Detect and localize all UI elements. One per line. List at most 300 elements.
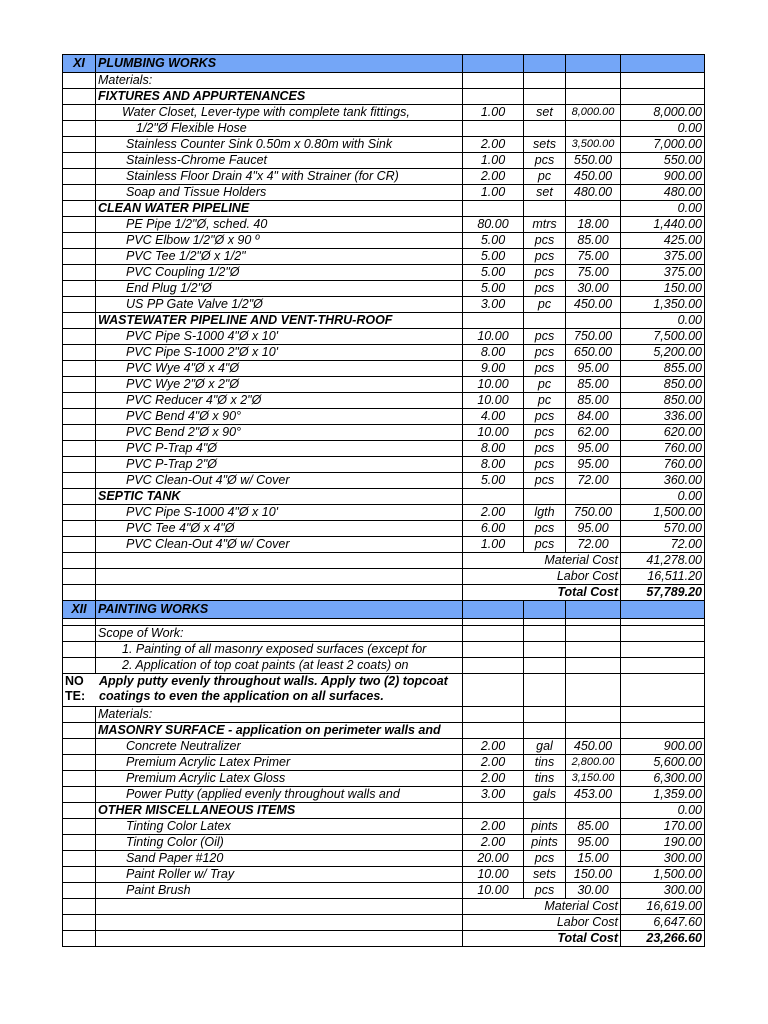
table-row <box>63 739 705 755</box>
table-row <box>63 787 705 803</box>
empty-cell <box>524 707 566 723</box>
summary-label: Material Cost <box>463 899 621 915</box>
summary-value: 16,619.00 <box>621 899 705 915</box>
item-unit-cost: 85.00 <box>566 377 621 393</box>
empty-cell <box>63 345 96 361</box>
group-amount: 0.00 <box>621 201 705 217</box>
table-row <box>63 771 705 787</box>
empty-cell <box>63 787 96 803</box>
item-quantity: 6.00 <box>463 521 524 537</box>
item-unit-cost: 30.00 <box>566 281 621 297</box>
group-amount <box>621 723 705 739</box>
group-amount: 0.00 <box>621 803 705 819</box>
item-unit: pcs <box>524 537 566 553</box>
item-quantity: 2.00 <box>463 739 524 755</box>
item-unit: sets <box>524 137 566 153</box>
item-unit-cost: 453.00 <box>566 787 621 803</box>
empty-cell <box>63 585 96 601</box>
item-amount: 425.00 <box>621 233 705 249</box>
item-quantity: 2.00 <box>463 755 524 771</box>
empty-cell <box>463 313 524 329</box>
note-cell <box>63 674 463 707</box>
empty-cell <box>621 55 705 73</box>
empty-cell <box>63 619 96 626</box>
empty-cell <box>566 674 621 707</box>
item-unit-cost: 85.00 <box>566 393 621 409</box>
item-amount: 7,500.00 <box>621 329 705 345</box>
item-amount: 480.00 <box>621 185 705 201</box>
table-row <box>63 281 705 297</box>
item-description: PVC Bend 2"Ø x 90° <box>96 425 463 441</box>
empty-cell <box>96 619 463 626</box>
scope-item: 1. Painting of all masonry exposed surfaces (except for <box>96 642 463 658</box>
item-amount: 72.00 <box>621 537 705 553</box>
item-amount: 1,359.00 <box>621 787 705 803</box>
item-description: PVC P-Trap 4"Ø <box>96 441 463 457</box>
group-heading-row <box>63 723 705 739</box>
item-unit: pc <box>524 297 566 313</box>
item-description: US PP Gate Valve 1/2"Ø <box>96 297 463 313</box>
item-unit-cost: 3,150.00 <box>566 771 621 787</box>
empty-cell <box>63 201 96 217</box>
item-quantity: 5.00 <box>463 233 524 249</box>
item-unit: pcs <box>524 851 566 867</box>
empty-cell <box>63 915 96 931</box>
item-quantity: 2.00 <box>463 819 524 835</box>
empty-cell <box>63 409 96 425</box>
item-quantity: 20.00 <box>463 851 524 867</box>
summary-value: 16,511.20 <box>621 569 705 585</box>
empty-cell <box>63 249 96 265</box>
item-amount: 360.00 <box>621 473 705 489</box>
item-quantity: 2.00 <box>463 835 524 851</box>
scope-item: 2. Application of top coat paints (at least 2 coats) on <box>96 658 463 674</box>
item-unit: pcs <box>524 249 566 265</box>
empty-cell <box>63 281 96 297</box>
item-description: PVC Clean-Out 4"Ø w/ Cover <box>96 473 463 489</box>
item-amount: 1,350.00 <box>621 297 705 313</box>
table-row <box>63 819 705 835</box>
item-unit <box>524 121 566 137</box>
empty-cell <box>63 393 96 409</box>
item-description: Stainless-Chrome Faucet <box>96 153 463 169</box>
summary-row <box>63 585 705 601</box>
item-unit-cost: 450.00 <box>566 297 621 313</box>
item-quantity: 2.00 <box>463 505 524 521</box>
item-amount: 550.00 <box>621 153 705 169</box>
item-unit-cost: 450.00 <box>566 169 621 185</box>
empty-cell <box>463 626 524 642</box>
item-unit: pcs <box>524 521 566 537</box>
item-unit: pcs <box>524 457 566 473</box>
item-quantity: 10.00 <box>463 393 524 409</box>
table-row <box>63 361 705 377</box>
note-text: coatings to even the application on all surfaces. <box>99 689 384 703</box>
empty-cell <box>63 707 96 723</box>
table-row <box>63 425 705 441</box>
table-row <box>63 441 705 457</box>
item-quantity: 5.00 <box>463 249 524 265</box>
item-quantity: 1.00 <box>463 537 524 553</box>
section-header-row <box>63 601 705 619</box>
table-row <box>63 105 705 121</box>
item-unit-cost: 480.00 <box>566 185 621 201</box>
note-row <box>63 674 705 707</box>
empty-cell <box>63 313 96 329</box>
item-amount: 760.00 <box>621 457 705 473</box>
table-row <box>63 867 705 883</box>
group-heading: OTHER MISCELLANEOUS ITEMS <box>96 803 463 819</box>
empty-cell <box>63 931 96 947</box>
item-unit-cost: 150.00 <box>566 867 621 883</box>
item-description: Tinting Color (Oil) <box>96 835 463 851</box>
scope-label-row <box>63 626 705 642</box>
empty-cell <box>63 217 96 233</box>
table-row <box>63 329 705 345</box>
item-quantity: 5.00 <box>463 473 524 489</box>
item-quantity: 10.00 <box>463 883 524 899</box>
section-title: PAINTING WORKS <box>96 601 463 619</box>
item-quantity: 1.00 <box>463 185 524 201</box>
item-unit: pcs <box>524 361 566 377</box>
empty-cell <box>566 601 621 619</box>
item-description: Soap and Tissue Holders <box>96 185 463 201</box>
item-description: End Plug 1/2"Ø <box>96 281 463 297</box>
empty-cell <box>63 185 96 201</box>
item-quantity: 10.00 <box>463 425 524 441</box>
item-description: Stainless Counter Sink 0.50m x 0.80m with Sink <box>96 137 463 153</box>
item-unit: pcs <box>524 441 566 457</box>
item-quantity: 3.00 <box>463 297 524 313</box>
item-quantity: 10.00 <box>463 377 524 393</box>
item-unit: pc <box>524 393 566 409</box>
item-amount: 855.00 <box>621 361 705 377</box>
item-unit-cost: 450.00 <box>566 739 621 755</box>
group-amount: 0.00 <box>621 489 705 505</box>
summary-label: Labor Cost <box>463 569 621 585</box>
empty-cell <box>566 803 621 819</box>
materials-label-row <box>63 73 705 89</box>
empty-cell <box>63 819 96 835</box>
item-description: PVC Bend 4"Ø x 90° <box>96 409 463 425</box>
empty-cell <box>621 601 705 619</box>
item-amount: 170.00 <box>621 819 705 835</box>
item-description: PVC Reducer 4"Ø x 2"Ø <box>96 393 463 409</box>
empty-cell <box>524 626 566 642</box>
section-header-row <box>63 55 705 73</box>
empty-cell <box>524 89 566 105</box>
empty-cell <box>463 601 524 619</box>
empty-cell <box>63 867 96 883</box>
table-row <box>63 755 705 771</box>
empty-cell <box>63 521 96 537</box>
item-amount: 375.00 <box>621 249 705 265</box>
item-unit: tins <box>524 771 566 787</box>
item-unit-cost: 650.00 <box>566 345 621 361</box>
table-row <box>63 217 705 233</box>
item-quantity: 8.00 <box>463 441 524 457</box>
item-quantity: 1.00 <box>463 153 524 169</box>
summary-value: 57,789.20 <box>621 585 705 601</box>
item-amount: 0.00 <box>621 121 705 137</box>
empty-cell <box>63 73 96 89</box>
item-amount: 900.00 <box>621 739 705 755</box>
item-amount: 300.00 <box>621 883 705 899</box>
item-description: PVC Tee 1/2"Ø x 1/2" <box>96 249 463 265</box>
section-number: XI <box>63 55 96 73</box>
empty-cell <box>63 89 96 105</box>
empty-cell <box>463 642 524 658</box>
empty-cell <box>524 73 566 89</box>
empty-cell <box>63 441 96 457</box>
empty-cell <box>524 619 566 626</box>
item-amount: 7,000.00 <box>621 137 705 153</box>
item-description: Paint Roller w/ Tray <box>96 867 463 883</box>
empty-cell <box>566 723 621 739</box>
item-quantity: 10.00 <box>463 867 524 883</box>
item-unit: tins <box>524 755 566 771</box>
empty-cell <box>63 457 96 473</box>
table-row <box>63 233 705 249</box>
empty-cell <box>566 707 621 723</box>
empty-cell <box>63 121 96 137</box>
item-unit-cost: 62.00 <box>566 425 621 441</box>
group-heading-row <box>63 89 705 105</box>
item-unit: mtrs <box>524 217 566 233</box>
item-unit-cost: 8,000.00 <box>566 105 621 121</box>
note-line-1 <box>65 674 460 689</box>
item-unit-cost: 30.00 <box>566 883 621 899</box>
empty-cell <box>96 915 463 931</box>
table-row <box>63 505 705 521</box>
item-amount: 6,300.00 <box>621 771 705 787</box>
group-heading-row <box>63 201 705 217</box>
empty-cell <box>621 707 705 723</box>
table-row <box>63 137 705 153</box>
empty-cell <box>524 803 566 819</box>
group-heading: MASONRY SURFACE - application on perimeter walls and <box>96 723 463 739</box>
table-row <box>63 409 705 425</box>
summary-row <box>63 553 705 569</box>
empty-cell <box>566 313 621 329</box>
item-unit-cost: 750.00 <box>566 329 621 345</box>
item-unit-cost <box>566 121 621 137</box>
empty-cell <box>621 642 705 658</box>
summary-row <box>63 899 705 915</box>
item-amount: 336.00 <box>621 409 705 425</box>
item-unit-cost: 72.00 <box>566 537 621 553</box>
bill-of-materials-table <box>62 54 705 947</box>
empty-cell <box>63 169 96 185</box>
group-heading-row <box>63 489 705 505</box>
item-unit: pcs <box>524 329 566 345</box>
item-unit: pcs <box>524 473 566 489</box>
item-amount: 150.00 <box>621 281 705 297</box>
empty-cell <box>566 73 621 89</box>
item-quantity: 3.00 <box>463 787 524 803</box>
item-description: Water Closet, Lever-type with complete tank fittings, <box>96 105 463 121</box>
item-unit-cost: 75.00 <box>566 265 621 281</box>
item-description: 1/2"Ø Flexible Hose <box>96 121 463 137</box>
empty-cell <box>63 361 96 377</box>
empty-cell <box>524 642 566 658</box>
empty-cell <box>63 537 96 553</box>
item-unit: set <box>524 105 566 121</box>
item-description: Stainless Floor Drain 4"x 4" with Strainer (for CR) <box>96 169 463 185</box>
item-unit: lgth <box>524 505 566 521</box>
item-quantity: 1.00 <box>463 105 524 121</box>
empty-cell <box>63 771 96 787</box>
empty-cell <box>524 55 566 73</box>
empty-cell <box>524 674 566 707</box>
group-heading-row <box>63 803 705 819</box>
item-description: Sand Paper #120 <box>96 851 463 867</box>
group-heading: CLEAN WATER PIPELINE <box>96 201 463 217</box>
empty-cell <box>63 899 96 915</box>
empty-cell <box>63 553 96 569</box>
item-quantity: 10.00 <box>463 329 524 345</box>
group-heading: SEPTIC TANK <box>96 489 463 505</box>
summary-value: 41,278.00 <box>621 553 705 569</box>
item-amount: 300.00 <box>621 851 705 867</box>
item-unit-cost: 85.00 <box>566 819 621 835</box>
item-amount: 620.00 <box>621 425 705 441</box>
empty-cell <box>63 105 96 121</box>
note-label: NO <box>65 674 84 688</box>
item-quantity: 80.00 <box>463 217 524 233</box>
empty-cell <box>463 707 524 723</box>
empty-cell <box>463 803 524 819</box>
summary-row <box>63 569 705 585</box>
summary-row <box>63 931 705 947</box>
empty-cell <box>63 297 96 313</box>
empty-cell <box>524 489 566 505</box>
spacer-row <box>63 619 705 626</box>
item-unit: pcs <box>524 153 566 169</box>
item-unit-cost: 750.00 <box>566 505 621 521</box>
item-description: PVC Clean-Out 4"Ø w/ Cover <box>96 537 463 553</box>
item-description: Paint Brush <box>96 883 463 899</box>
empty-cell <box>63 739 96 755</box>
empty-cell <box>463 55 524 73</box>
table-row <box>63 185 705 201</box>
item-unit: gals <box>524 787 566 803</box>
table-body <box>63 55 705 947</box>
bill-of-materials-sheet <box>62 54 704 947</box>
table-row <box>63 851 705 867</box>
summary-label: Total Cost <box>463 585 621 601</box>
table-row <box>63 169 705 185</box>
empty-cell <box>63 803 96 819</box>
item-unit: pcs <box>524 425 566 441</box>
empty-cell <box>63 153 96 169</box>
empty-cell <box>63 851 96 867</box>
item-amount: 570.00 <box>621 521 705 537</box>
empty-cell <box>463 89 524 105</box>
empty-cell <box>63 329 96 345</box>
empty-cell <box>524 601 566 619</box>
table-row <box>63 393 705 409</box>
empty-cell <box>566 489 621 505</box>
item-quantity: 2.00 <box>463 169 524 185</box>
item-quantity: 8.00 <box>463 345 524 361</box>
empty-cell <box>63 505 96 521</box>
empty-cell <box>621 658 705 674</box>
item-unit-cost: 550.00 <box>566 153 621 169</box>
table-row <box>63 121 705 137</box>
empty-cell <box>566 658 621 674</box>
note-line-2 <box>65 689 460 704</box>
empty-cell <box>463 201 524 217</box>
group-heading-row <box>63 313 705 329</box>
empty-cell <box>63 473 96 489</box>
table-row <box>63 377 705 393</box>
item-quantity: 2.00 <box>463 771 524 787</box>
empty-cell <box>63 642 96 658</box>
item-amount: 375.00 <box>621 265 705 281</box>
item-unit: pcs <box>524 281 566 297</box>
group-amount <box>621 89 705 105</box>
section-number: XII <box>63 601 96 619</box>
item-amount: 760.00 <box>621 441 705 457</box>
empty-cell <box>63 377 96 393</box>
item-description: PVC Pipe S-1000 2"Ø x 10' <box>96 345 463 361</box>
item-description: PVC Pipe S-1000 4"Ø x 10' <box>96 505 463 521</box>
item-unit-cost: 18.00 <box>566 217 621 233</box>
empty-cell <box>63 626 96 642</box>
item-amount: 850.00 <box>621 393 705 409</box>
table-row <box>63 249 705 265</box>
group-amount: 0.00 <box>621 313 705 329</box>
item-description: Concrete Neutralizer <box>96 739 463 755</box>
empty-cell <box>524 313 566 329</box>
item-unit-cost: 85.00 <box>566 233 621 249</box>
empty-cell <box>63 489 96 505</box>
table-row <box>63 473 705 489</box>
item-unit: pcs <box>524 265 566 281</box>
table-row <box>63 265 705 281</box>
item-description: PE Pipe 1/2"Ø, sched. 40 <box>96 217 463 233</box>
empty-cell <box>463 658 524 674</box>
item-amount: 5,200.00 <box>621 345 705 361</box>
item-description: Power Putty (applied evenly throughout walls and <box>96 787 463 803</box>
item-description: Tinting Color Latex <box>96 819 463 835</box>
item-description: PVC Tee 4"Ø x 4"Ø <box>96 521 463 537</box>
table-row <box>63 457 705 473</box>
materials-label-row <box>63 707 705 723</box>
table-row <box>63 153 705 169</box>
empty-cell <box>463 674 524 707</box>
empty-cell <box>96 931 463 947</box>
item-unit: gal <box>524 739 566 755</box>
empty-cell <box>63 883 96 899</box>
empty-cell <box>621 619 705 626</box>
item-unit: pc <box>524 169 566 185</box>
note-label: TE: <box>65 689 86 703</box>
summary-label: Material Cost <box>463 553 621 569</box>
empty-cell <box>463 723 524 739</box>
item-quantity <box>463 121 524 137</box>
table-row <box>63 883 705 899</box>
empty-cell <box>63 658 96 674</box>
item-amount: 900.00 <box>621 169 705 185</box>
empty-cell <box>63 835 96 851</box>
item-amount: 1,500.00 <box>621 867 705 883</box>
empty-cell <box>63 425 96 441</box>
empty-cell <box>621 73 705 89</box>
empty-cell <box>566 626 621 642</box>
item-unit-cost: 3,500.00 <box>566 137 621 153</box>
